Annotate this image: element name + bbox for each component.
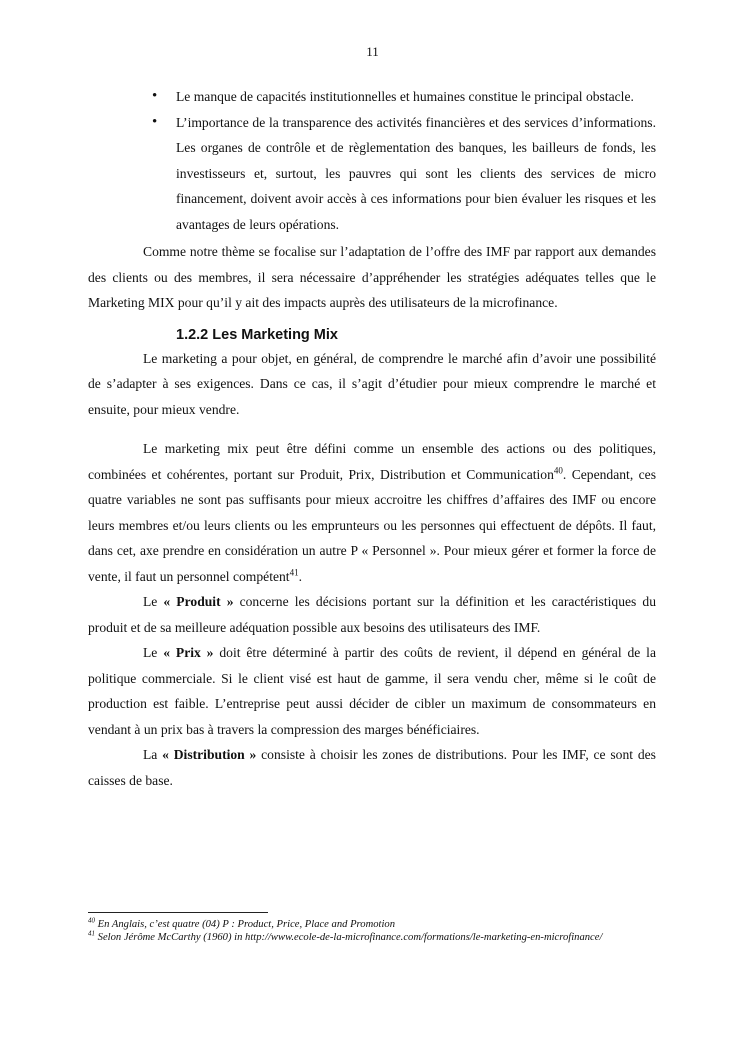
paragraph-marketing: Le marketing a pour objet, en général, de comprendre le marché afin d’avoir une possibilité de s’adapter à ses exigences. Dans ce cas, il s’agit d’étudier pour mieux comprendre le marché et ensuite, pour mieux vendre. (88, 350, 656, 417)
footnote-ref-41[interactable]: 41 (289, 566, 299, 577)
prix-term: « Prix » (163, 645, 214, 660)
paragraph-prix (88, 640, 656, 742)
distribution-prefix: La (143, 747, 163, 762)
page-number: 11 (366, 44, 379, 59)
footnote-ref-40[interactable]: 40 (553, 464, 563, 475)
mix-text-a: Le marketing mix peut être défini comme un ensemble des actions ou des politiques, combinées et cohérentes, portant sur Produit, Prix, Distribution et Communication (88, 441, 656, 482)
mix-text-c: . (298, 568, 302, 584)
distribution-text: consiste à choisir les zones de distributions. Pour les IMF, ce sont des caisses de base. (88, 747, 656, 788)
footnote-number: 41 (88, 929, 95, 938)
mix-text-b: . Cependant, ces quatre variables ne sont pas suffisants pour mieux accroitre les chiffres d’affaires des IMF ou encore leurs membres et/ou leurs clients ou les emprunteurs ou les personnes qui effectuent de dépôts. Il faut, dans cet, axe prendre en considération un autre P « Personnel ». Pour mieux gérer et former la force de vente, il faut un personnel compétent (88, 466, 656, 584)
footnote-40 (88, 918, 656, 931)
produit-term: « Produit » (163, 594, 234, 609)
paragraph-intro: Comme notre thème se focalise sur l’adaptation de l’offre des IMF par rapport aux demandes des clients ou des membres, il sera nécessaire d’appréhender les stratégies adéquates telles que le Marketing MIX pour qu’il y ait des impacts auprès des utilisateurs de la microfinance. (88, 244, 656, 310)
bullet-item: • Le manque de capacités institutionnelles et humaines constitue le principal obstacle. (88, 84, 656, 110)
footnote-41 (88, 931, 656, 944)
distribution-term: « Distribution » (162, 747, 257, 762)
prix-text: doit être déterminé à partir des coûts de revient, il dépend en général de la politique commerciale. Si le client visé est haut de gamme, il sera vendu cher, même si le coût de production est faible. L’entreprise peut aussi décider de cibler un maximum de consommateurs en vendant à un prix bas à travers la compression des marges bénéficiaires. (88, 645, 656, 737)
footnotes (88, 918, 656, 944)
bullet-list (88, 84, 656, 237)
page-body (88, 84, 656, 793)
bullet-item: • L’importance de la transparence des activités financières et des services d’informations. Les organes de contrôle et de règlementation des banques, les bailleurs de fonds, les investisseurs et, surtout, les pauvres qui sont les clients des services de micro financement, doivent avoir accès à ces informations pour bien évaluer les risques et les avantages de leurs opérations. (88, 110, 656, 238)
produit-text: concerne les décisions portant sur la définition et les caractéristiques du produit et de sa meilleure adéquation possible aux besoins des utilisateurs des IMF. (88, 594, 656, 635)
paragraph-distribution (88, 742, 656, 793)
paragraph-marketing-mix (88, 436, 656, 589)
paragraph-produit (88, 589, 656, 640)
footnote-text: Selon Jérôme McCarthy (1960) in http://www.ecole-de-la-microfinance.com/formations/le-marketing-en-microfinance/ (95, 932, 603, 943)
footnote-text: En Anglais, c’est quatre (04) P : Product, Price, Place and Promotion (95, 919, 396, 930)
section-heading: 1.2.2 Les Marketing Mix (176, 326, 338, 343)
footnote-divider (88, 912, 268, 913)
prix-prefix: Le (143, 645, 164, 660)
produit-prefix: Le (143, 594, 164, 609)
footnote-number: 40 (88, 916, 95, 925)
